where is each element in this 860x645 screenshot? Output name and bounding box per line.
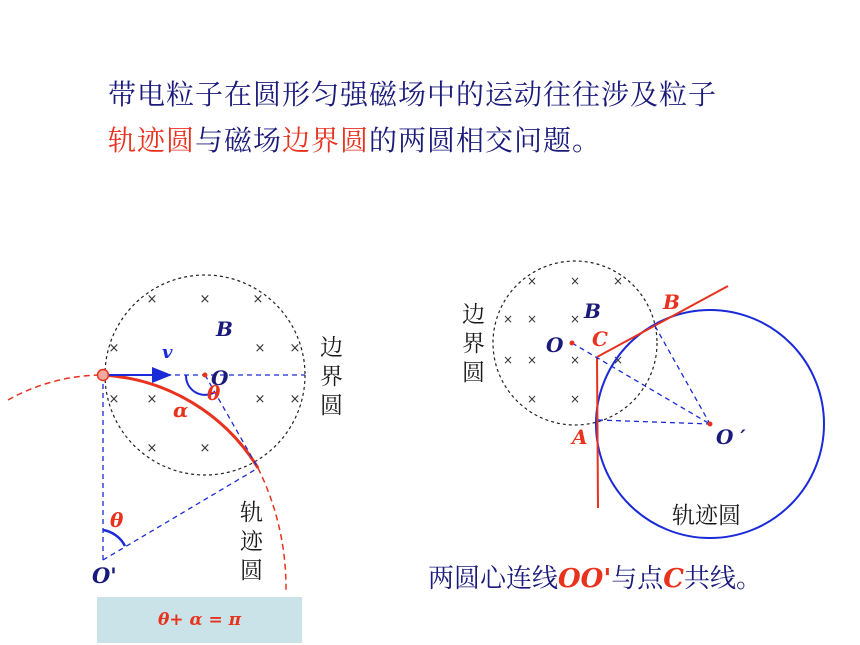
label-B: B — [216, 317, 233, 341]
left-boundary-label — [320, 335, 343, 419]
trajectory-char: 迹 — [240, 529, 263, 555]
term-trajectory-circle: 轨迹圆 — [108, 124, 196, 157]
right-diagram — [462, 261, 824, 538]
right-point-O — [570, 341, 575, 346]
cross: × — [526, 274, 538, 288]
boundary-char: 边 — [462, 302, 485, 328]
center-point-O — [203, 373, 208, 378]
label-theta-top: θ — [207, 381, 221, 405]
cross: × — [526, 312, 538, 326]
dashed-A-Oprime — [598, 420, 710, 424]
cross: × — [199, 292, 211, 307]
left-trajectory-label — [240, 500, 264, 584]
cross: × — [146, 441, 158, 456]
caption-text-2: 与点 — [611, 564, 664, 594]
trajectory-char: 轨 — [240, 500, 263, 526]
term-boundary-circle: 边界圆 — [282, 124, 370, 157]
cross: × — [612, 274, 624, 288]
caption-text-1: 两圆心连线 — [428, 564, 559, 594]
right-point-Oprime — [708, 422, 713, 427]
right-label-C: C — [592, 327, 608, 351]
caption-C: C — [663, 564, 684, 594]
left-dashed-radius — [103, 468, 258, 560]
cross: × — [569, 312, 581, 326]
label-theta-bottom: θ — [110, 508, 124, 532]
right-label-O: O — [546, 333, 564, 357]
cross: × — [252, 292, 264, 307]
cross: × — [569, 392, 581, 406]
cross: × — [526, 353, 538, 367]
right-label-B-point: B — [663, 290, 680, 314]
intro-line-2-text-b: 的两圆相交问题。 — [369, 124, 602, 157]
right-label-O-prime: O ′ — [716, 425, 746, 449]
left-trajectory-dashed-arc — [8, 375, 103, 400]
intro-line-1: 带电粒子在圆形匀强磁场中的运动往往涉及粒子 — [108, 78, 718, 111]
cross: × — [254, 392, 266, 407]
boundary-char: 界 — [320, 364, 343, 390]
cross: × — [569, 353, 581, 367]
cross: × — [289, 392, 301, 407]
intro-line-2-text-a: 与磁场 — [195, 124, 283, 157]
right-boundary-label — [462, 302, 485, 386]
cross: × — [289, 341, 301, 356]
label-alpha: α — [173, 398, 189, 422]
trajectory-char: 圆 — [240, 558, 263, 584]
cross: × — [254, 341, 266, 356]
boundary-char: 圆 — [462, 360, 485, 386]
dashed-O-Oprime — [569, 343, 710, 424]
cross: × — [146, 292, 158, 307]
caption — [428, 558, 762, 595]
cross: × — [199, 441, 211, 456]
cross: × — [108, 341, 120, 356]
caption-OOprime: OO' — [558, 564, 612, 594]
boundary-char: 界 — [462, 331, 485, 357]
entry-point — [98, 370, 109, 381]
boundary-char: 圆 — [320, 393, 343, 419]
caption-text-3: 共线。 — [684, 564, 763, 594]
dashed-B-Oprime — [655, 326, 710, 424]
tangent-line-A — [597, 357, 598, 508]
right-trajectory-label: 轨迹圆 — [672, 503, 741, 529]
cross: × — [108, 392, 120, 407]
boundary-char: 边 — [320, 335, 343, 361]
right-label-A: A — [572, 425, 588, 449]
angle-formula: θ+ α = π — [157, 610, 242, 630]
theta-angle-arc-bottom — [103, 530, 125, 546]
label-O: O — [211, 366, 229, 390]
cross: × — [502, 312, 514, 326]
cross: × — [502, 353, 514, 367]
label-v: v — [162, 342, 173, 363]
label-O-prime: O' — [92, 563, 117, 588]
left-diagram — [8, 275, 343, 590]
formula-box — [97, 597, 302, 643]
right-label-B-field: B — [584, 299, 601, 323]
cross: × — [569, 274, 581, 288]
cross: × — [612, 353, 624, 367]
cross: × — [526, 392, 538, 406]
cross: × — [146, 392, 158, 407]
